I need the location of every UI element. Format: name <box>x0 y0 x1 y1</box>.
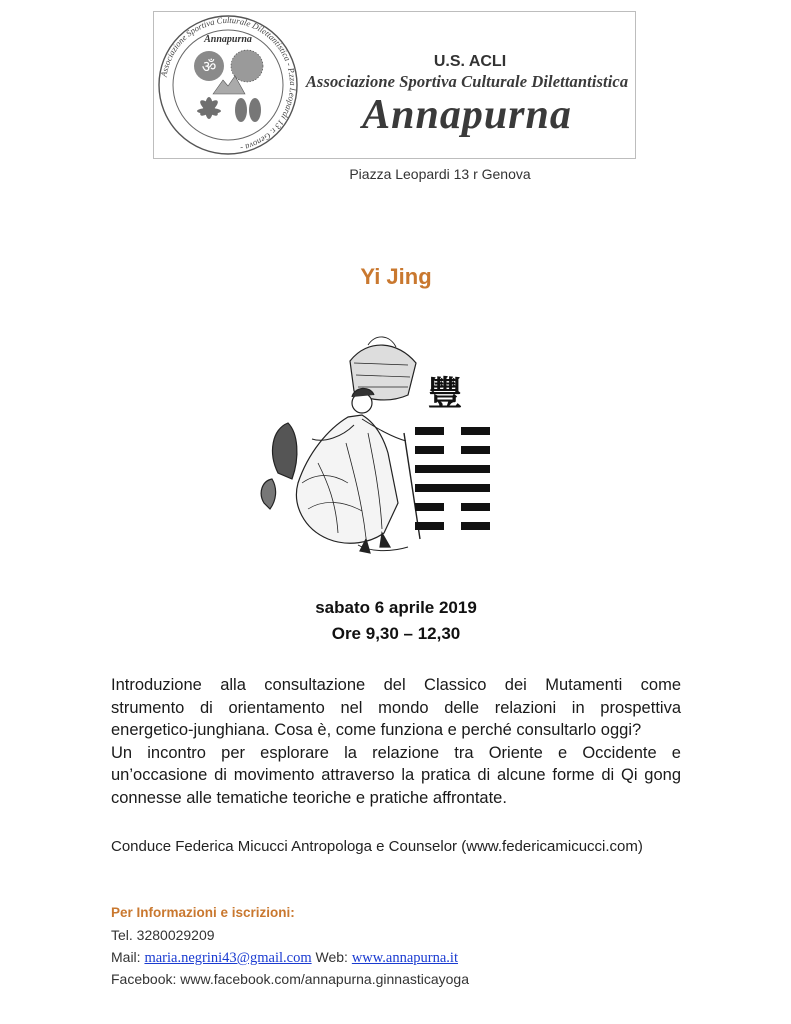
contact-links <box>111 949 458 967</box>
email-link[interactable]: maria.negrini43@gmail.com <box>144 950 312 966</box>
org-affiliation: U.S. ACLI <box>433 53 507 70</box>
phone-number: Tel. 3280029209 <box>111 927 215 943</box>
svg-text:ॐ: ॐ <box>201 57 217 76</box>
address: Piazza Leopardi 13 r Genova <box>349 166 531 182</box>
event-date: sabato 6 aprile 2019 <box>315 598 477 617</box>
event-description <box>111 674 681 810</box>
mail-label: Mail: <box>111 949 145 965</box>
org-name: Annapurna <box>362 92 572 138</box>
event-title: Yi Jing <box>360 264 432 289</box>
annapurna-logo <box>157 14 299 156</box>
yijing-illustration <box>258 333 498 563</box>
facebook-info: Facebook: www.facebook.com/annapurna.ginnasticayoga <box>111 971 469 987</box>
figure-drawing <box>261 337 420 553</box>
svg-text:Annapurna: Annapurna <box>204 34 252 45</box>
description-line: Un incontro per esplorare la relazione tra Oriente e Occidente e <box>111 743 681 762</box>
hexagram-character: 豐 <box>428 374 462 414</box>
description-line: connesse alle tematiche teoriche e pratiche affrontate. <box>111 788 507 807</box>
hexagram-55 <box>415 427 490 530</box>
description-line: strumento di orientamento nel mondo delle relazioni in prospettiva <box>111 698 681 717</box>
web-label: Web: <box>311 949 352 965</box>
description-line: Introduzione alla consultazione del Classico dei Mutamenti come <box>111 676 681 694</box>
facilitator-info: Conduce Federica Micucci Antropologa e Counselor (www.federicamicucci.com) <box>111 838 643 855</box>
event-time: Ore 9,30 – 12,30 <box>331 624 461 643</box>
info-heading: Per Informazioni e iscrizioni: <box>111 905 295 920</box>
svg-text:Associazione Sportiva Cultural: Associazione Sportiva Culturale Dilettantistica - P.zza Leopardi 13 r. Genova - <box>158 14 299 154</box>
header-box <box>153 11 636 159</box>
description-line: un’occasione di movimento attraverso la pratica di alcune forme di Qi gong <box>111 766 681 785</box>
description-line: energetico-junghiana. Cosa è, come funziona e perché consultarlo oggi? <box>111 721 642 740</box>
org-type: Associazione Sportiva Culturale Dilettantistica <box>305 72 629 91</box>
website-link[interactable]: www.annapurna.it <box>351 950 458 966</box>
